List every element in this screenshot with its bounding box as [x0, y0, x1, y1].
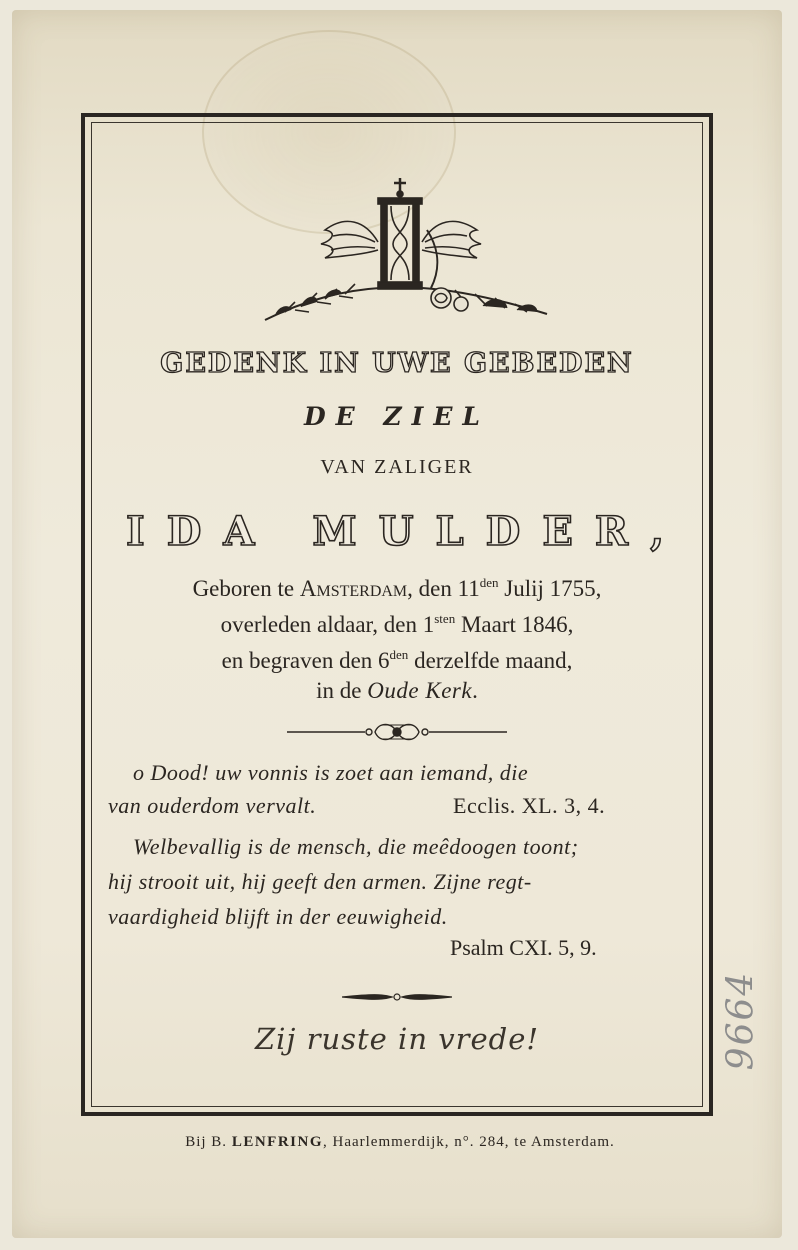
deceased-name: IDA MULDER, [126, 508, 686, 555]
church-line: in de Oude Kerk. [316, 678, 478, 703]
divider-ornament-icon [287, 716, 507, 748]
printer-imprint: Bij B. LENFRING, Haarlemmerdijk, n°. 284, te Amsterdam. [185, 1134, 615, 1150]
small-divider-icon [342, 989, 452, 1005]
quote-2-line-2: hij strooit uit, hij geeft den armen. Zijne regt- [108, 869, 532, 894]
quote-2-reference: Psalm CXI. 5, 9. [450, 935, 597, 960]
inventory-number: 9664 [720, 970, 762, 1071]
birth-line: Geboren te Amsterdam, den $11^{den}$ Julij 1755, [192, 575, 602, 601]
heading-remember: GEDENK IN UWE GEBEDEN [160, 348, 634, 379]
quote-1-reference: Ecclis. XL. 3, 4. [453, 793, 606, 818]
quote-1-line-2: van ouderdom vervalt. Ecclis. XL. 3, 4. [108, 793, 606, 818]
burial-line: en begraven den $6^{den}$ derzelfde maand, [221, 647, 573, 673]
quote-1-line-1: o Dood! uw vonnis is zoet aan iemand, die [133, 760, 529, 785]
quote-2-line-3: vaardigheid blijft in der eeuwigheid. [108, 904, 448, 929]
heading-soul: DE ZIEL [303, 402, 490, 431]
heading-of-late: VAN ZALIGER [320, 456, 474, 478]
death-line: overleden aldaar, den $1^{sten}$ Maart 1846, [220, 611, 574, 637]
winged-hourglass-emblem-icon [255, 170, 555, 330]
closing-blessing: Zij ruste in vrede! [254, 1022, 540, 1056]
quote-2-line-1: Welbevallig is de mensch, die meêdoogen toont; [133, 834, 579, 859]
